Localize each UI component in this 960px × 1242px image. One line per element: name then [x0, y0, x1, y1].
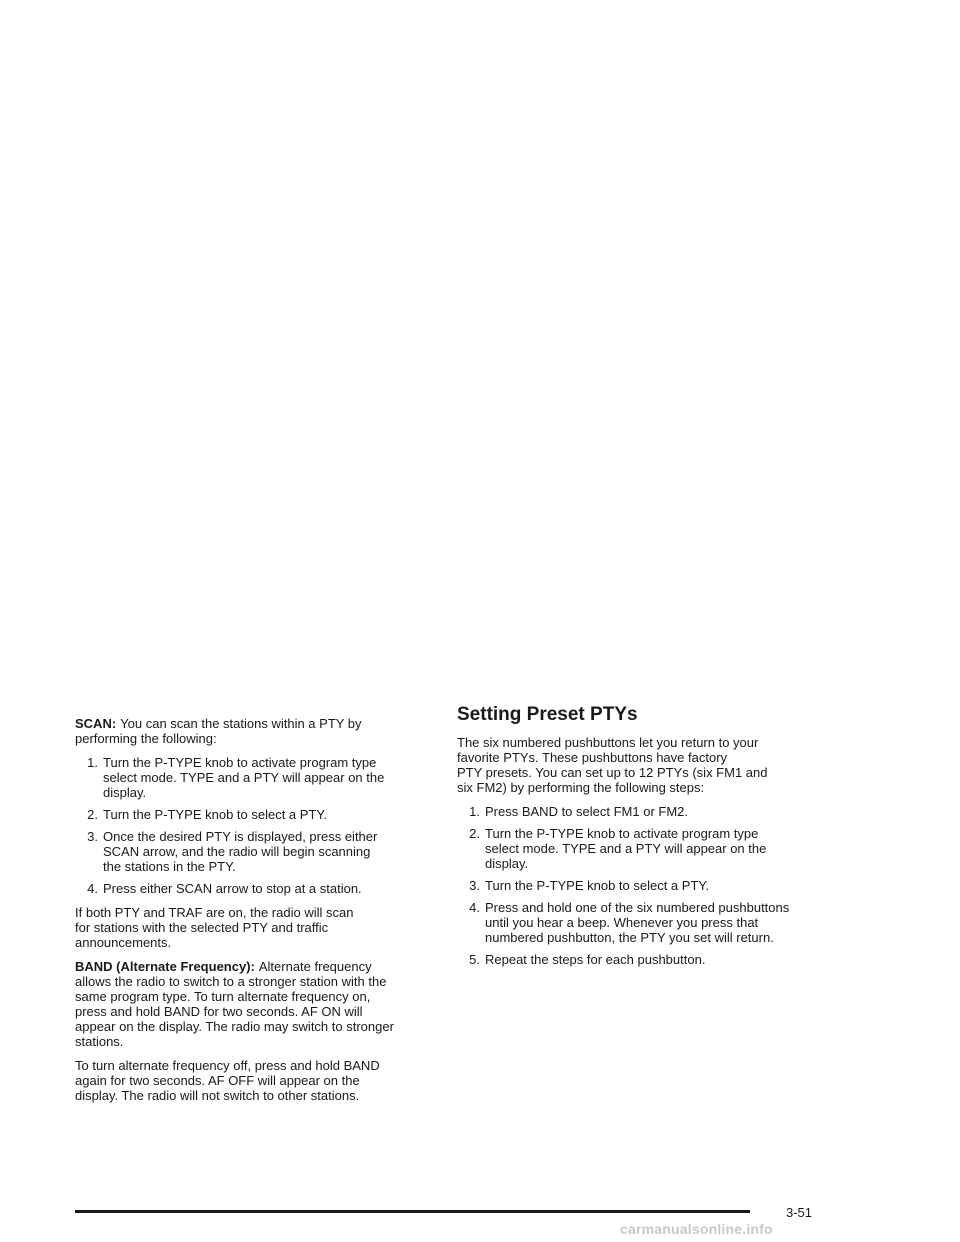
step-text: Press either SCAN arrow to stop at a station.: [103, 881, 362, 896]
step-text: Repeat the steps for each pushbutton.: [485, 952, 706, 967]
list-item: [75, 755, 435, 800]
band-label: BAND (Alternate Frequency):: [75, 959, 255, 974]
step-number: 1.: [469, 804, 480, 819]
traf-paragraph: If both PTY and TRAF are on, the radio will scan for stations with the selected PTY and traffic announcements.: [75, 905, 354, 950]
step-number: 3.: [87, 829, 98, 844]
step-text: Once the desired PTY is displayed, press either SCAN arrow, and the radio will begin scanning the stations in the PTY.: [103, 829, 378, 874]
scan-paragraph: [75, 716, 435, 746]
step-number: 2.: [87, 807, 98, 822]
list-item: [457, 878, 817, 893]
step-number: 4.: [469, 900, 480, 915]
step-number: 1.: [87, 755, 98, 770]
af-off-paragraph: To turn alternate frequency off, press and hold BAND again for two seconds. AF OFF will appear on the display. The radio will not switch to other stations.: [75, 1058, 380, 1103]
step-text: Turn the P-TYPE knob to select a PTY.: [485, 878, 709, 893]
step-text: Press and hold one of the six numbered pushbuttons until you hear a beep. Whenever you press that numbered pushbutton, the PTY you set will return.: [485, 900, 790, 945]
left-column: [75, 716, 435, 1112]
scan-label: SCAN:: [75, 716, 117, 731]
list-item: [457, 804, 817, 819]
list-item: [457, 900, 817, 945]
step-number: 5.: [469, 952, 480, 967]
scan-steps-list: [75, 755, 435, 896]
list-item: [457, 826, 817, 871]
step-number: 3.: [469, 878, 480, 893]
step-text: Turn the P-TYPE knob to activate program type select mode. TYPE and a PTY will appear on the display.: [485, 826, 767, 871]
band-paragraph: [75, 959, 435, 1049]
step-number: 4.: [87, 881, 98, 896]
list-item: [75, 829, 435, 874]
intro-paragraph: The six numbered pushbuttons let you return to your favorite PTYs. These pushbuttons have factory PTY presets. You can set up to 12 PTYs (six FM1 and six FM2) by performing the following steps:: [457, 735, 768, 795]
page-number: 3-51: [786, 1205, 813, 1220]
list-item: [457, 952, 817, 967]
preset-steps-list: [457, 804, 817, 967]
footer-rule: [75, 1210, 750, 1213]
step-number: 2.: [469, 826, 480, 841]
list-item: [75, 807, 435, 822]
step-text: Turn the P-TYPE knob to select a PTY.: [103, 807, 327, 822]
section-heading: Setting Preset PTYs: [457, 704, 638, 725]
list-item: [75, 881, 435, 896]
band-text: Alternate frequency allows the radio to switch to a stronger station with the same program type. To turn alternate frequency on, press and hold BAND for two seconds. AF ON will appear on the display. The radio may switch to stronger stations.: [75, 959, 394, 1049]
right-column: [457, 704, 817, 976]
watermark: carmanualsonline.info: [620, 1221, 773, 1237]
step-text: Press BAND to select FM1 or FM2.: [485, 804, 688, 819]
scan-text: You can scan the stations within a PTY by performing the following:: [75, 716, 362, 746]
step-text: Turn the P-TYPE knob to activate program type select mode. TYPE and a PTY will appear on the display.: [103, 755, 385, 800]
